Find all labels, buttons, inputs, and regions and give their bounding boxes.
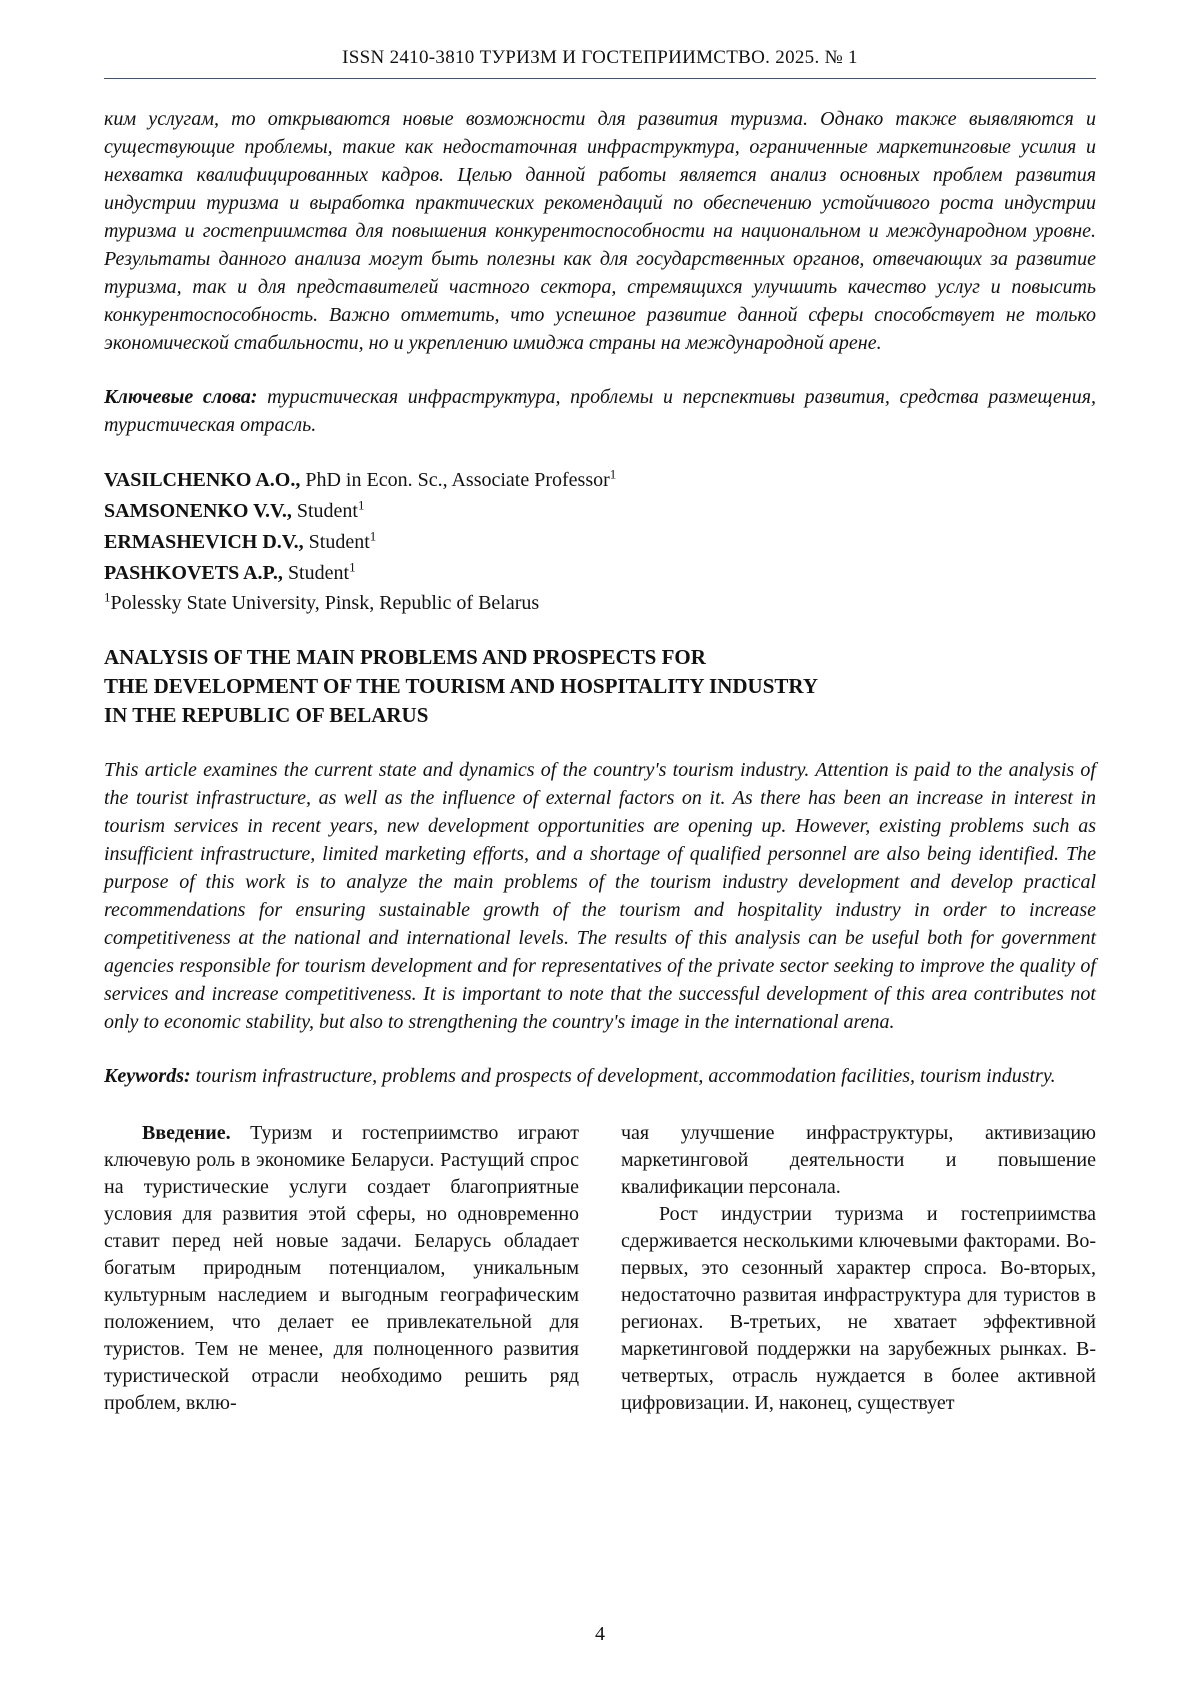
intro-text: Туризм и гостеприимство играют ключевую роль в экономике Беларуси. Растущий спрос на туристические услуги создает благоприятные условия для развития этой сферы, но одновременно ставит перед ней новые задачи. Беларусь обладает богатым природным потенциалом, уникальным культурным наследием и выгодным географическим положением, что делает ее привлекательной для туристов. Тем не менее, для полноценного развития туристической отрасли необходимо решить ряд проблем, вклю- bbox=[104, 1122, 579, 1414]
author-role: Student bbox=[287, 562, 350, 584]
author-affiliation-sup: 1 bbox=[609, 466, 617, 482]
author-name: SAMSONENKO V.V., bbox=[104, 500, 292, 522]
article-title: ANALYSIS OF THE MAIN PROBLEMS AND PROSPECTS FOR THE DEVELOPMENT OF THE TOURISM AND HOSPITALITY INDUSTRY IN THE REPUBLIC OF BELARUS bbox=[104, 645, 818, 727]
affiliation-text: Polessky State University, Pinsk, Republic of Belarus bbox=[110, 592, 540, 614]
keywords-english-text: tourism infrastructure, problems and prospects of development, accommodation facilities, tourism industry. bbox=[195, 1065, 1056, 1087]
author-line bbox=[104, 527, 1096, 558]
author-name: ERMASHEVICH D.V., bbox=[104, 531, 304, 553]
authors-block bbox=[104, 465, 1096, 617]
author-affiliation-sup: 1 bbox=[349, 559, 356, 575]
keywords-english-label: Keywords: bbox=[104, 1065, 191, 1087]
author-line bbox=[104, 465, 1096, 496]
author-role: Student bbox=[308, 531, 370, 553]
affiliation-sup: 1 bbox=[104, 589, 111, 605]
two-column-body bbox=[104, 1120, 1096, 1417]
body-paragraph: Рост индустрии туризма и гостеприимства сдерживается несколькими ключевыми факторами. Во-первых, это сезонный характер спроса. Во-вторых, недостаточно развитая инфраструктура для туристов в регионах. В-третьих, не хватает эффективной маркетинговой поддержки на зарубежных рынках. В-четвертых, отрасль нуждается в более активной цифровизации. И, наконец, существует bbox=[621, 1203, 1096, 1414]
keywords-russian-text: туристическая инфраструктура, проблемы и перспективы развития, средства размещения, туристическая отрасль. bbox=[104, 386, 1097, 436]
author-role: Student bbox=[296, 500, 358, 522]
body-paragraph-continuation: чая улучшение инфраструктуры, активизацию маркетинговой деятельности и повышение квалификации персонала. bbox=[621, 1122, 1096, 1198]
keywords-russian-label: Ключевые слова: bbox=[104, 386, 258, 408]
author-affiliation-sup: 1 bbox=[369, 528, 377, 544]
author-name: VASILCHENKO A.O., bbox=[104, 469, 301, 491]
author-line bbox=[104, 496, 1096, 527]
author-name: PASHKOVETS A.P., bbox=[104, 562, 283, 584]
intro-label: Введение. bbox=[142, 1122, 231, 1144]
column-right bbox=[621, 1120, 1096, 1417]
journal-header: ISSN 2410-3810 ТУРИЗМ И ГОСТЕПРИИМСТВО. 2025. № 1 bbox=[104, 46, 1096, 79]
author-line bbox=[104, 558, 1096, 589]
author-role: PhD in Econ. Sc., Associate Professor bbox=[305, 469, 610, 491]
column-left bbox=[104, 1120, 579, 1417]
author-affiliation-sup: 1 bbox=[357, 497, 365, 513]
intro-paragraph bbox=[104, 1120, 579, 1417]
affiliation bbox=[104, 589, 1096, 617]
keywords-english bbox=[104, 1062, 1096, 1090]
keywords-russian bbox=[104, 383, 1096, 439]
page-number: 4 bbox=[595, 1623, 605, 1645]
abstract-russian: ким услугам, то открываются новые возможности для развития туризма. Однако также выявляются и существующие проблемы, такие как недостаточная инфраструктура, ограниченные маркетинговые усилия и нехватка квалифицированных кадров. Целью данной работы является анализ основных проблем развития индустрии туризма и выработка практических рекомендаций по обеспечению устойчивого роста индустрии туризма и гостеприимства для повышения конкурентоспособности на национальном и международном уровне. Результаты данного анализа могут быть полезны как для государственных органов, отвечающих за развитие туризма, так и для представителей частного сектора, стремящихся улучшить качество услуг и повысить конкурентоспособность. Важно отметить, что успешное развитие данной сферы способствует не только экономической стабильности, но и укреплению имиджа страны на международной арене. bbox=[104, 108, 1096, 354]
abstract-english: This article examines the current state and dynamics of the country's tourism industry. Attention is paid to the analysis of the tourist infrastructure, as well as the influence of external factors on it. As there has been an increase in interest in tourism services in recent years, new development opportunities are opening up. However, existing problems such as insufficient infrastructure, limited marketing efforts, and a shortage of qualified personnel are also being identified. The purpose of this work is to analyze the main problems of the tourism industry development and develop practical recommendations for ensuring sustainable growth of the tourism and hospitality industry in order to increase competitiveness at the national and international levels. The results of this analysis can be useful both for government agencies responsible for tourism development and for representatives of the private sector seeking to improve the quality of services and increase competitiveness. It is important to note that the successful development of this area contributes not only to economic stability, but also to strengthening the country's image in the international arena. bbox=[104, 759, 1096, 1033]
